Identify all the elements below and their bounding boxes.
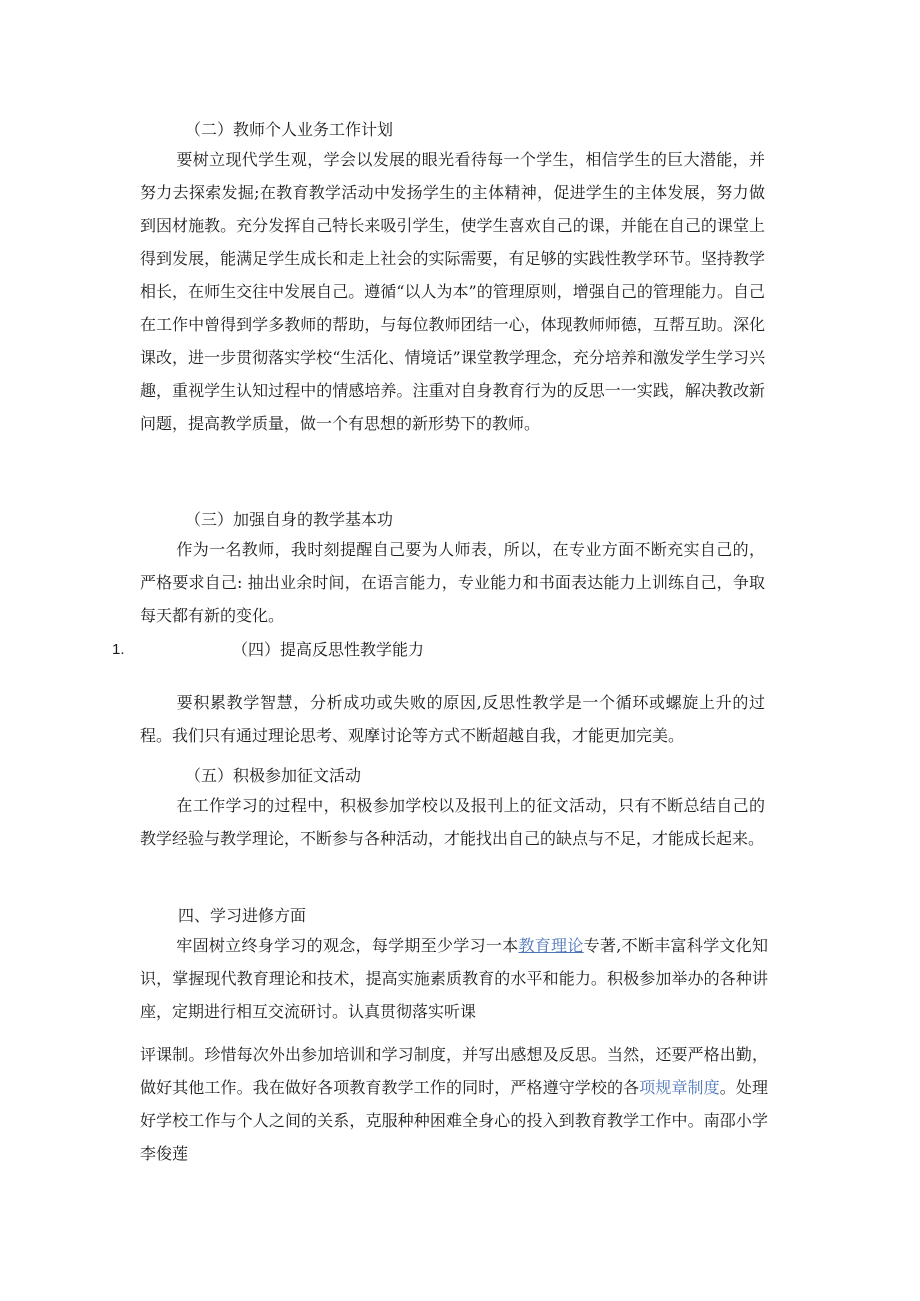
paragraph-text-b: 专著,不断丰富科学文化知识，掌握现代教育理论和技术，提高实施素质教育的水平和能力。积极参加举办的各种讲座，定期进行相互交流研讨。认真贯彻落实听课 xyxy=(140,936,768,1021)
paragraph-basic-skills-text: 作为一名教师，我时刻提醒自己要为人师表，所以，在专业方面不断充实自己的，严格要求自己: 抽出业余时间，在语言能力，专业能力和书面表达能力上训练自己，争取每天都有新的变化。 xyxy=(140,540,765,625)
paragraph-essay-activities xyxy=(140,789,765,855)
heading-basic-skills: （三）加强自身的教学基本功 xyxy=(185,510,394,529)
paragraph-text-a: 牢固树立终身学习的观念，每学期至少学习一本 xyxy=(176,936,519,955)
paragraph-student-view xyxy=(140,143,765,440)
paragraph-study-training-part1 xyxy=(140,929,768,1028)
list-number: 1. xyxy=(112,641,125,658)
paragraph-text-c: 评课制。珍惜每次外出参加培训和学习制度，并写出感想及反思。当然，还要严格出勤，做好其他工作。我在做好各项教育教学工作的同时，严格遵守学校的各 xyxy=(140,1045,768,1097)
paragraph-student-view-text: 要树立现代学生观，学会以发展的眼光看待每一个学生，相信学生的巨大潜能，并努力去探索发掘;在教育教学活动中发扬学生的主体精神，促进学生的主体发展，努力做到因材施教。充分发挥自己特长来吸引学生，使学生喜欢自己的课，并能在自己的课堂上得到发展，能满足学生成长和走上社会的实际需要，有足够的实践性教学环节。坚持教学相长，在师生交往中发展自己。遵循“以人为本”的管理原则，增强自己的管理能力。自己在工作中曾得到学多教师的帮助，与每位教师团结一心，体现教师师德，互帮互助。深化课改，进一步贯彻落实学校“生活化、情境话”课堂教学理念，充分培养和激发学生学习兴趣，重视学生认知过程中的情感培养。注重对自身教育行为的反思一一实践，解决教改新问题，提高教学质量，做一个有思想的新形势下的教师。 xyxy=(140,150,765,433)
paragraph-text-d: 。处理好学校工作与个人之间的关系，克服种种困难全身心的投入到教育教学工作中。南邵小学李俊莲 xyxy=(140,1078,768,1163)
heading-study-training: 四、学习进修方面 xyxy=(178,906,307,925)
heading-reflective-teaching: （四）提高反思性教学能力 xyxy=(232,640,425,659)
paragraph-reflective-teaching-text: 要积累教学智慧，分析成功或失败的原因,反思性教学是一个循环或螺旋上升的过程。我们只有通过理论思考、观摩讨论等方式不断超越自我，才能更加完美。 xyxy=(140,693,765,745)
paragraph-essay-activities-text: 在工作学习的过程中，积极参加学校以及报刊上的征文活动，只有不断总结自己的教学经验与教学理论，不断参与各种活动，才能找出自己的缺点与不足，才能成长起来。 xyxy=(140,796,765,848)
rules-regulations-link[interactable]: 项规章制度 xyxy=(639,1078,720,1097)
education-theory-link[interactable]: 教育理论 xyxy=(518,936,584,955)
paragraph-reflective-teaching xyxy=(140,686,765,752)
heading-teacher-work-plan: （二）教师个人业务工作计划 xyxy=(185,120,394,139)
heading-essay-activities: （五）积极参加征文活动 xyxy=(185,766,362,785)
paragraph-basic-skills xyxy=(140,533,765,632)
paragraph-study-training-part2 xyxy=(140,1038,768,1170)
